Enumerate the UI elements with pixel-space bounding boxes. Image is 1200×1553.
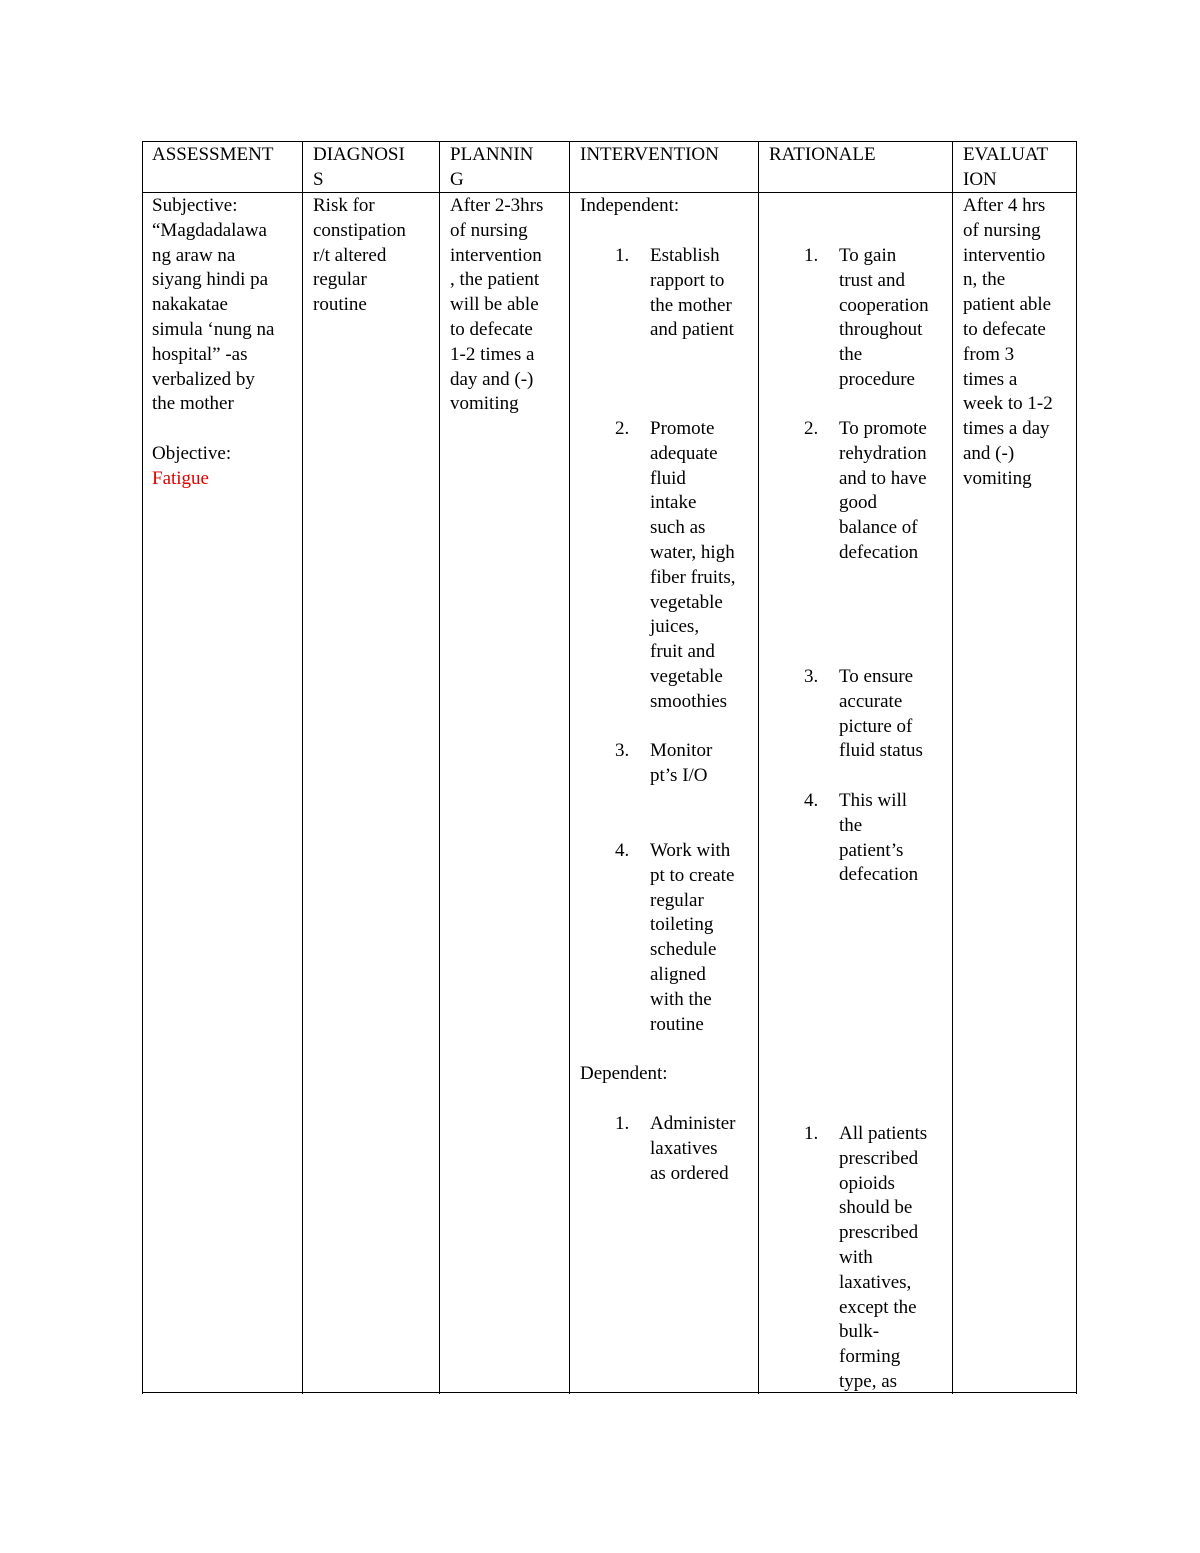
text-line: vomiting [450,393,519,415]
text-line: aligned [650,963,706,985]
text-line: smoothies [650,690,728,712]
text-line: G [450,168,464,190]
text-line: the [839,814,863,836]
text-line: throughout [839,319,923,341]
diagnosis-cell [313,194,406,318]
text-line: prescribed [839,1222,919,1244]
header-planning [450,143,533,193]
header-rationale [769,143,876,168]
text-line: laxatives, [839,1271,912,1293]
text-line: should be [839,1197,913,1219]
text-line: accurate [839,690,903,712]
text-line: 1-2 times a [450,343,535,365]
text-line: ng araw na [152,244,236,266]
text-line: rehydration [839,442,927,464]
text-line: After 2-3hrs [450,195,544,216]
text-line: ASSESSMENT [152,144,274,165]
text-line: hospital” -as [152,343,248,365]
text-line: vegetable [650,665,723,687]
text-line: routine [650,1013,704,1035]
text-line: rapport to [650,269,725,291]
text-line: procedure [839,368,915,390]
text-line: with [839,1246,873,1268]
text-line: such as [650,517,706,539]
text-line: n, the [963,269,1006,291]
rationale-item-2-number: 2. [804,418,819,439]
text-line: fruit and [650,641,715,663]
text-line: regular [313,269,367,291]
text-line: vegetable [650,591,723,613]
text-line: balance of [839,517,918,539]
text-line: cooperation [839,294,929,316]
text-line: RATIONALE [769,144,876,165]
text-line: After 4 hrs [963,195,1046,216]
text-line: Work with [650,840,731,861]
text-line: forming [839,1346,901,1368]
text-line: defecation [839,541,919,563]
rationale-item-3 [839,665,923,764]
header-evaluation [963,143,1048,193]
text-line: times a [963,368,1018,390]
text-line: Monitor [650,740,713,761]
text-line: Administer [650,1113,736,1134]
text-line: , the patient [450,269,540,291]
header-assessment [152,143,273,168]
text-line: times a day [963,418,1050,440]
text-line: simula ‘nung na [152,318,275,340]
text-line: To promote [839,418,927,439]
text-line: fiber fruits, [650,566,736,588]
text-line: vomiting [963,467,1032,489]
rationale-item-2 [839,417,927,566]
text-line: regular [650,889,704,911]
text-line: of nursing [450,219,528,241]
objective-label: Objective: [152,442,232,464]
text-line: trust and [839,269,905,291]
text-line: and to have [839,467,927,489]
planning-cell [450,194,543,417]
text-line: r/t altered [313,244,387,266]
text-line: to defecate [450,318,533,340]
text-line: prescribed [839,1147,919,1169]
intervention-item-3-number: 3. [615,740,630,761]
text-line: opioids [839,1172,895,1194]
text-line: laxatives [650,1137,718,1159]
text-line: as ordered [650,1162,729,1184]
text-line: toileting [650,914,714,936]
dependent-item-1-number: 1. [615,1113,630,1134]
intervention-item-4-number: 4. [615,840,630,861]
text-line: fluid status [839,740,923,762]
evaluation-cell [963,194,1053,492]
text-line: intake [650,492,697,514]
text-line: constipation [313,219,406,241]
rationale-item-3-number: 3. [804,666,819,687]
text-line: with the [650,988,712,1010]
text-line: To ensure [839,666,914,687]
text-line: To gain [839,245,897,266]
text-line: picture of [839,715,913,737]
text-line: to defecate [963,318,1046,340]
rationale-item-4 [839,789,918,888]
text-line: nakakatae [152,294,228,316]
text-line: juices, [650,616,700,638]
text-line: of nursing [963,219,1041,241]
text-line: interventio [963,244,1046,266]
objective-value: Fatigue [152,467,209,489]
text-line: routine [313,294,367,316]
text-line: will be able [450,294,539,316]
text-line: patient able [963,294,1052,316]
text-line: except the [839,1296,917,1318]
text-line: All patients [839,1123,928,1144]
header-intervention [580,143,719,168]
text-line: day and (-) [450,368,534,390]
text-line: Risk for [313,195,375,216]
text-line: week to 1-2 [963,393,1053,415]
independent-label: Independent: [580,195,680,216]
text-line: defecation [839,864,919,886]
intervention-item-2-number: 2. [615,418,630,439]
dependent-label: Dependent: [580,1063,668,1084]
text-line: Establish [650,245,720,266]
subjective-label: Subjective: [152,195,238,216]
rationale-dependent-1-number: 1. [804,1123,819,1144]
text-line: from 3 [963,343,1015,365]
text-line: Promote [650,418,715,439]
header-diagnosis [313,143,405,193]
text-line: siyang hindi pa [152,269,269,291]
intervention-item-3 [650,739,712,789]
text-line: ION [963,168,997,190]
text-line: pt to create [650,864,735,886]
assessment-cell [152,194,274,492]
intervention-item-4 [650,839,734,1037]
text-line: PLANNIN [450,144,534,165]
text-line: and patient [650,319,734,341]
text-line: S [313,168,324,190]
subjective-text [152,219,274,417]
text-line: schedule [650,939,717,961]
rationale-item-4-number: 4. [804,790,819,811]
text-line: good [839,492,877,514]
text-line: This will [839,790,908,811]
intervention-item-2 [650,417,735,715]
text-line: bulk- [839,1321,880,1343]
rationale-item-1-number: 1. [804,245,819,266]
rationale-item-1 [839,244,929,393]
text-line: DIAGNOSI [313,144,405,165]
dependent-item-1 [650,1112,736,1186]
text-line: pt’s I/O [650,764,708,786]
text-line: and (-) [963,442,1015,464]
intervention-item-1 [650,244,734,343]
text-line: fluid [650,467,686,489]
text-line: adequate [650,442,718,464]
text-line: water, high [650,541,735,563]
intervention-item-1-number: 1. [615,245,630,266]
text-line: the [839,344,863,366]
text-line: patient’s [839,839,904,861]
text-line: the mother [152,393,234,415]
text-line: INTERVENTION [580,144,719,165]
text-line: “Magdadalawa [152,219,267,241]
text-line: intervention [450,244,542,266]
rationale-dependent-1 [839,1122,927,1395]
text-line: type, as [839,1370,898,1392]
text-line: verbalized by [152,368,255,390]
text-line: the mother [650,294,732,316]
text-line: EVALUAT [963,144,1049,165]
